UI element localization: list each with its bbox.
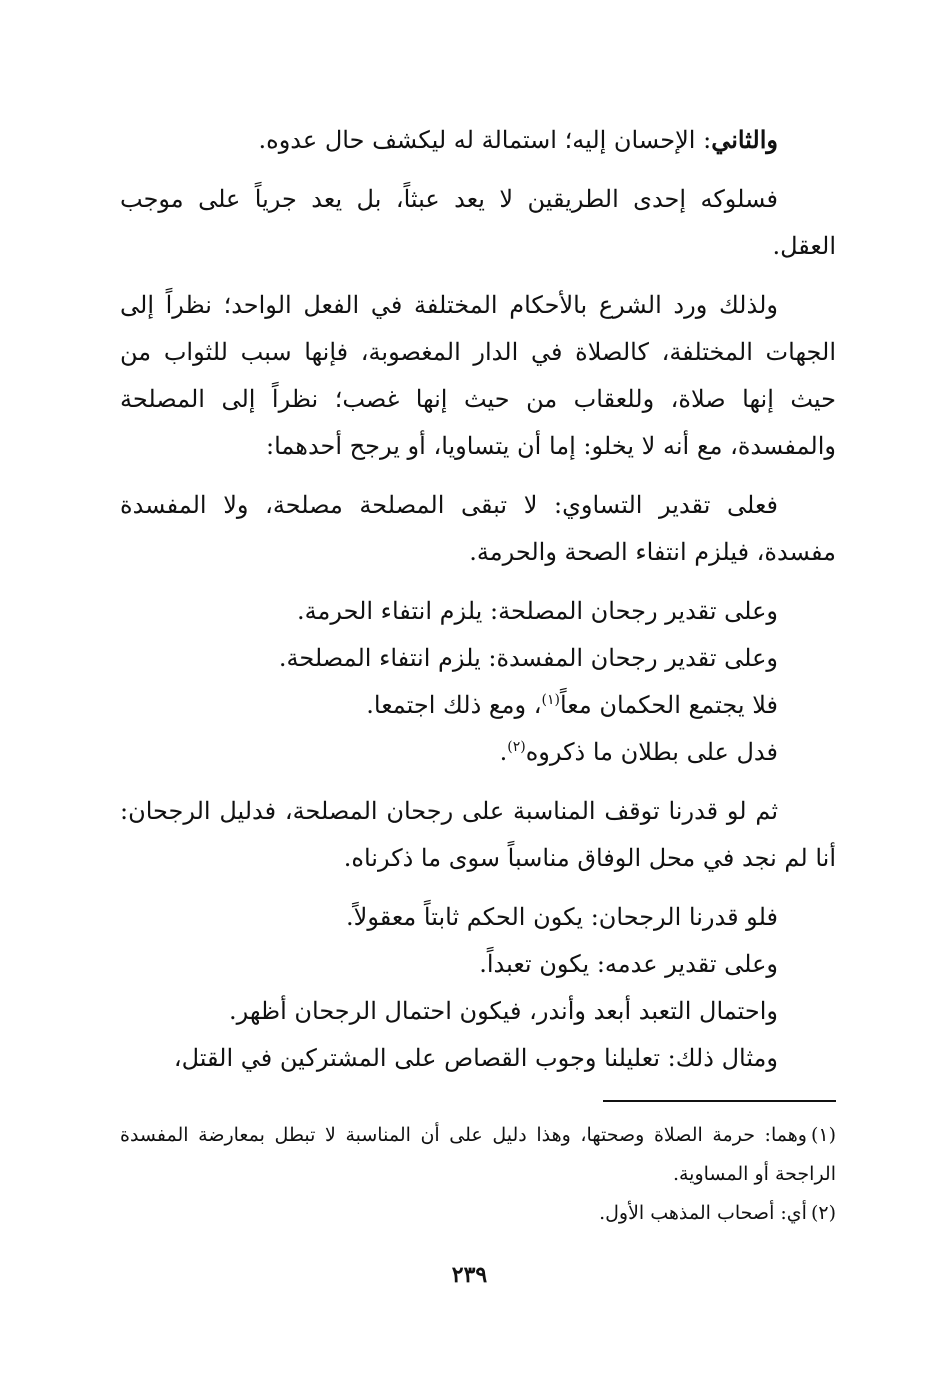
- footnote: [120, 1116, 836, 1194]
- page-number: ٢٣٩: [451, 1262, 488, 1288]
- paragraph: [120, 282, 836, 470]
- footnote-marker[interactable]: (٢): [507, 739, 526, 755]
- paragraph-lead: والثاني: [711, 125, 778, 154]
- indented-line: [120, 988, 836, 1035]
- line-text: وعلى تقدير رجحان المفسدة: يلزم انتفاء المصلحة.: [278, 644, 778, 672]
- line-text: وعلى تقدير رجحان المصلحة: يلزم انتفاء الحرمة.: [296, 597, 778, 625]
- indented-line: [120, 729, 836, 776]
- indented-line: [120, 941, 836, 988]
- paragraph: [120, 788, 836, 882]
- footnote: [120, 1194, 836, 1233]
- footnote-text: أي: أصحاب المذهب الأول.: [599, 1202, 807, 1224]
- indented-line: [120, 894, 836, 941]
- paragraph: [120, 176, 836, 270]
- paragraph-text: : الإحسان إليه؛ استمالة له ليكشف حال عدوه.: [258, 126, 712, 154]
- paragraph-text: ولذلك ورد الشرع بالأحكام المختلفة في الفعل الواحد؛ نظراً إلى الجهات المختلفة، كالصلاة في الدار المغصوبة، فإنها سبب للثواب من حيث إنها صلاة، وللعقاب من حيث إنها غصب؛ نظراً إلى المصلحة والمفسدة، مع أنه لا يخلو: إما أن يتساويا، أو يرجح أحدهما:: [120, 291, 836, 460]
- indented-line: [120, 588, 836, 635]
- line-text: .: [499, 738, 508, 766]
- paragraph: [120, 116, 836, 164]
- line-text: ومثال ذلك: تعليلنا وجوب القصاص على المشتركين في القتل،: [173, 1044, 778, 1072]
- paragraph-text: فعلى تقدير التساوي: لا تبقى المصلحة مصلحة، ولا المفسدة مفسدة، فيلزم انتفاء الصحة والحرمة.: [120, 491, 836, 566]
- line-text: فدل على بطلان ما ذكروه: [525, 738, 778, 766]
- line-text: وعلى تقدير عدمه: يكون تعبداً.: [479, 950, 778, 978]
- footnote-number: (٢): [810, 1202, 836, 1224]
- footnotes: [120, 1116, 836, 1233]
- line-text: ، ومع ذلك اجتمعا.: [366, 691, 542, 719]
- indented-line: [120, 1035, 836, 1082]
- line-text: فلو قدرنا الرجحان: يكون الحكم ثابتاً معقولاً.: [346, 903, 778, 931]
- paragraph-text: فسلوكه إحدى الطريقين لا يعد عبثاً، بل يعد جرياً على موجب العقل.: [120, 185, 836, 260]
- paragraph: [120, 482, 836, 576]
- line-text: فلا يجتمع الحكمان معاً: [559, 691, 778, 719]
- indented-line: [120, 635, 836, 682]
- paragraph-text: ثم لو قدرنا توقف المناسبة على رجحان المصلحة، فدليل الرجحان: أنا لم نجد في محل الوفاق مناسباً سوى ما ذكرناه.: [120, 797, 836, 872]
- indented-line: [120, 682, 836, 729]
- line-text: واحتمال التعبد أبعد وأندر، فيكون احتمال الرجحان أظهر.: [229, 997, 778, 1025]
- footnote-separator: [603, 1100, 836, 1102]
- footnote-marker[interactable]: (١): [541, 692, 560, 708]
- footnote-number: (١): [810, 1124, 836, 1146]
- footnote-text: وهما: حرمة الصلاة وصحتها، وهذا دليل على أن المناسبة لا تبطل بمعارضة المفسدة الراجحة أو المساوية.: [120, 1124, 836, 1185]
- main-text: [120, 116, 836, 1082]
